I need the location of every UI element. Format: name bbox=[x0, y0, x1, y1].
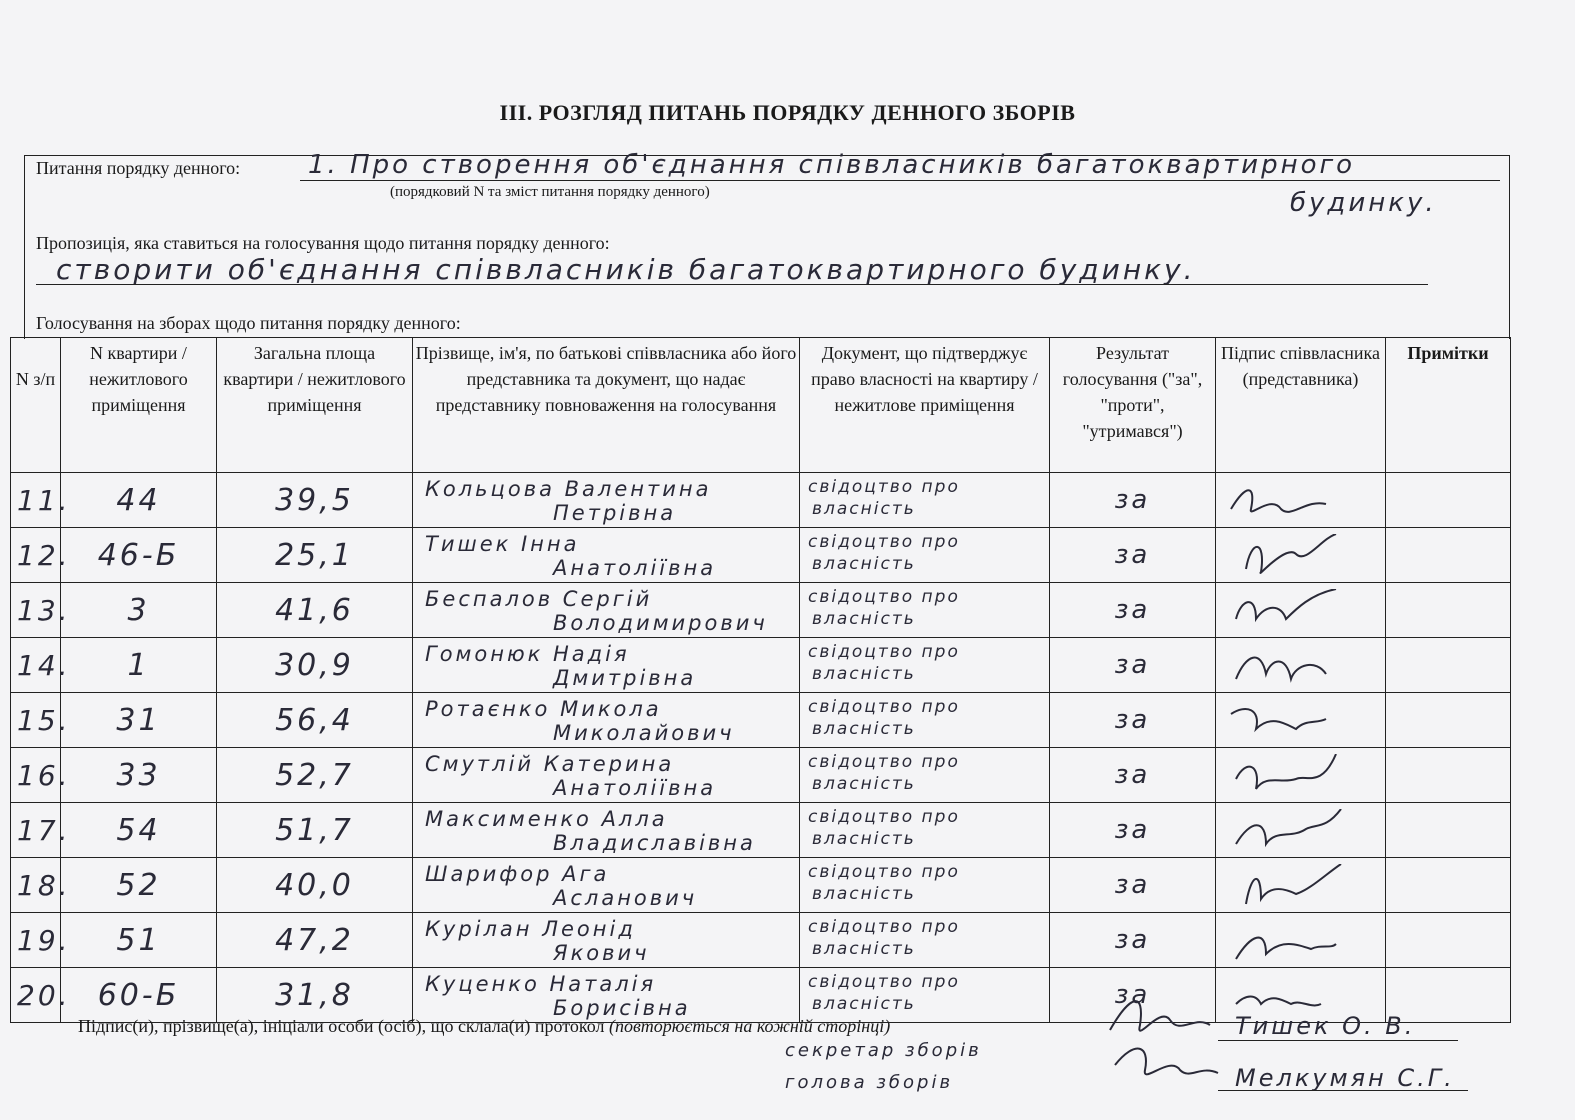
signature-cell bbox=[1216, 858, 1386, 913]
document-line-1: свідоцтво про bbox=[808, 697, 960, 717]
document-line-1: свідоцтво про bbox=[808, 972, 960, 992]
proposal-label: Пропозиція, яка ставиться на голосування щодо питання порядку денного: bbox=[36, 233, 610, 253]
row-number: 13. bbox=[17, 593, 71, 627]
page-title: III. РОЗГЛЯД ПИТАНЬ ПОРЯДКУ ДЕННОГО ЗБОРІВ bbox=[499, 100, 1076, 125]
owner-surname-name: Беспалов Сергій bbox=[425, 587, 653, 611]
owner-patronymic: Дмитрівна bbox=[553, 666, 697, 690]
owner-cell bbox=[413, 858, 800, 913]
secretary-name: Тишек О. В. bbox=[1235, 1012, 1416, 1040]
apartment-area: 51,7 bbox=[275, 812, 354, 848]
row-number-cell bbox=[11, 473, 71, 528]
owner-cell bbox=[413, 748, 800, 803]
col-header-area: Загальна площа квартири / нежитлового приміщення bbox=[217, 338, 413, 473]
apartment-cell bbox=[61, 968, 217, 1023]
vote-result: за bbox=[1114, 540, 1151, 570]
owner-cell bbox=[413, 968, 800, 1023]
col-header-vote-result: Результат голосування ("за", "проти", "утримався") bbox=[1050, 338, 1216, 473]
row-number: 20. bbox=[17, 978, 71, 1012]
vote-result: за bbox=[1114, 980, 1151, 1010]
col-header-notes: Примітки bbox=[1386, 338, 1511, 473]
owner-cell bbox=[413, 638, 800, 693]
row-number-cell bbox=[11, 528, 71, 583]
document-line-2: власність bbox=[812, 609, 916, 629]
owner-surname-name: Курілан Леонід bbox=[425, 917, 636, 941]
table-row bbox=[11, 858, 1511, 913]
owner-cell bbox=[413, 803, 800, 858]
document-line-1: свідоцтво про bbox=[808, 917, 960, 937]
footer-label-text: Підпис(и), прізвище(а), ініціали особи (осіб), що склала(и) протокол bbox=[78, 1016, 605, 1036]
apartment-cell bbox=[61, 638, 217, 693]
apartment-cell bbox=[61, 913, 217, 968]
apartment-cell bbox=[61, 583, 217, 638]
row-number-cell bbox=[11, 583, 71, 638]
document-cell bbox=[800, 858, 1050, 913]
apartment-number: 44 bbox=[116, 482, 161, 518]
apartment-number: 3 bbox=[127, 592, 150, 628]
row-number: 18. bbox=[17, 868, 71, 902]
signature-cell bbox=[1216, 913, 1386, 968]
apartment-cell bbox=[61, 748, 217, 803]
vote-result: за bbox=[1114, 815, 1151, 845]
owner-patronymic: Володимирович bbox=[553, 611, 768, 635]
area-cell bbox=[217, 528, 413, 583]
document-line-2: власність bbox=[812, 719, 916, 739]
agenda-hint: (порядковий N та зміст питання порядку денного) bbox=[390, 184, 710, 200]
owner-cell bbox=[413, 583, 800, 638]
apartment-number: 46-Б bbox=[97, 537, 180, 573]
apartment-cell bbox=[61, 528, 217, 583]
signature-cell bbox=[1216, 583, 1386, 638]
document-line-2: власність bbox=[812, 939, 916, 959]
area-cell bbox=[217, 583, 413, 638]
owner-surname-name: Максименко Алла bbox=[425, 807, 668, 831]
vote-cell bbox=[1050, 913, 1216, 968]
vote-cell bbox=[1050, 473, 1216, 528]
row-number: 14. bbox=[17, 648, 71, 682]
area-cell bbox=[217, 913, 413, 968]
document-line-2: власність bbox=[812, 994, 916, 1014]
owner-patronymic: Асланович bbox=[553, 886, 698, 910]
document-cell bbox=[800, 528, 1050, 583]
document-cell bbox=[800, 638, 1050, 693]
owner-cell bbox=[413, 693, 800, 748]
apartment-number: 52 bbox=[116, 867, 161, 903]
owner-surname-name: Смутлій Катерина bbox=[425, 752, 675, 776]
owner-surname-name: Кольцова Валентина bbox=[425, 477, 712, 501]
vote-cell bbox=[1050, 583, 1216, 638]
area-cell bbox=[217, 748, 413, 803]
document-cell bbox=[800, 583, 1050, 638]
footer-label bbox=[78, 1016, 890, 1037]
apartment-number: 33 bbox=[116, 757, 161, 793]
row-number: 11. bbox=[17, 483, 71, 517]
notes-cell bbox=[1386, 913, 1511, 968]
document-cell bbox=[800, 693, 1050, 748]
owner-signature-image bbox=[1226, 644, 1376, 688]
vote-cell bbox=[1050, 858, 1216, 913]
owner-signature-image bbox=[1226, 919, 1376, 963]
signature-cell bbox=[1216, 693, 1386, 748]
agenda-text: 1. Про створення об'єднання співвласників багатоквартирного bbox=[308, 150, 1356, 180]
voting-label: Голосування на зборах щодо питання порядку денного: bbox=[36, 313, 461, 333]
col-header-ownership-document: Документ, що підтверджує право власності на квартиру / нежитлове приміщення bbox=[800, 338, 1050, 473]
notes-cell bbox=[1386, 473, 1511, 528]
chair-role: голова зборів bbox=[785, 1072, 954, 1093]
document-line-2: власність bbox=[812, 884, 916, 904]
document-cell bbox=[800, 913, 1050, 968]
apartment-area: 25,1 bbox=[275, 537, 354, 573]
area-cell bbox=[217, 693, 413, 748]
owner-signature-image bbox=[1226, 479, 1376, 523]
owner-signature-image bbox=[1226, 754, 1376, 798]
apartment-area: 30,9 bbox=[275, 647, 354, 683]
agenda-underline bbox=[300, 180, 1500, 181]
document-line-2: власність bbox=[812, 774, 916, 794]
document-line-1: свідоцтво про bbox=[808, 532, 960, 552]
owner-surname-name: Тишек Інна bbox=[425, 532, 580, 556]
signature-cell bbox=[1216, 638, 1386, 693]
apartment-number: 31 bbox=[116, 702, 161, 738]
document-line-1: свідоцтво про bbox=[808, 587, 960, 607]
apartment-cell bbox=[61, 858, 217, 913]
apartment-area: 40,0 bbox=[275, 867, 354, 903]
chair-signature-line bbox=[1218, 1090, 1468, 1091]
notes-cell bbox=[1386, 858, 1511, 913]
row-number-cell bbox=[11, 803, 71, 858]
document-line-1: свідоцтво про bbox=[808, 752, 960, 772]
apartment-number: 1 bbox=[127, 647, 150, 683]
secretary-role: секретар зборів bbox=[785, 1040, 982, 1061]
col-header-number: N з/п bbox=[11, 338, 61, 473]
chair-name: Мелкумян С.Г. bbox=[1235, 1064, 1455, 1092]
vote-result: за bbox=[1114, 760, 1151, 790]
row-number-cell bbox=[11, 693, 71, 748]
area-cell bbox=[217, 638, 413, 693]
table-row bbox=[11, 528, 1511, 583]
row-number-cell bbox=[11, 858, 71, 913]
document-line-1: свідоцтво про bbox=[808, 807, 960, 827]
owner-surname-name: Ротаєнко Микола bbox=[425, 697, 662, 721]
apartment-area: 56,4 bbox=[275, 702, 354, 738]
owner-patronymic: Петрівна bbox=[553, 501, 677, 525]
owner-patronymic: Борисівна bbox=[553, 996, 691, 1020]
signature-cell bbox=[1216, 748, 1386, 803]
table-row bbox=[11, 748, 1511, 803]
apartment-number: 60-Б bbox=[97, 977, 180, 1013]
row-number: 15. bbox=[17, 703, 71, 737]
vote-cell bbox=[1050, 693, 1216, 748]
area-cell bbox=[217, 473, 413, 528]
agenda-label: Питання порядку денного: bbox=[36, 158, 241, 178]
owner-cell bbox=[413, 528, 800, 583]
apartment-number: 54 bbox=[116, 812, 161, 848]
owner-surname-name: Куценко Наталія bbox=[425, 972, 657, 996]
vote-cell bbox=[1050, 528, 1216, 583]
protocol-signatures-image bbox=[1100, 985, 1220, 1095]
apartment-area: 41,6 bbox=[275, 592, 354, 628]
area-cell bbox=[217, 968, 413, 1023]
row-number: 17. bbox=[17, 813, 71, 847]
table-row bbox=[11, 473, 1511, 528]
apartment-area: 47,2 bbox=[275, 922, 354, 958]
notes-cell bbox=[1386, 748, 1511, 803]
row-number: 12. bbox=[17, 538, 71, 572]
col-header-apartment: N квартири / нежитлового приміщення bbox=[61, 338, 217, 473]
row-number-cell bbox=[11, 748, 71, 803]
vote-cell bbox=[1050, 803, 1216, 858]
vote-result: за bbox=[1114, 650, 1151, 680]
owner-patronymic: Владиславівна bbox=[553, 831, 756, 855]
apartment-area: 52,7 bbox=[275, 757, 354, 793]
apartment-area: 31,8 bbox=[275, 977, 354, 1013]
owner-signature-image bbox=[1226, 534, 1376, 578]
row-number-cell bbox=[11, 638, 71, 693]
apartment-area: 39,5 bbox=[275, 482, 354, 518]
vote-result: за bbox=[1114, 705, 1151, 735]
table-header-row bbox=[11, 338, 1511, 473]
owner-surname-name: Гомонюк Надія bbox=[425, 642, 630, 666]
table-row bbox=[11, 913, 1511, 968]
owner-signature-image bbox=[1226, 809, 1376, 853]
document-line-2: власність bbox=[812, 499, 916, 519]
vote-result: за bbox=[1114, 485, 1151, 515]
document-line-1: свідоцтво про bbox=[808, 862, 960, 882]
signature-cell bbox=[1216, 803, 1386, 858]
signature-cell bbox=[1216, 473, 1386, 528]
proposal-underline bbox=[36, 284, 1428, 285]
vote-result: за bbox=[1114, 870, 1151, 900]
row-number-cell bbox=[11, 913, 71, 968]
proposal-text: створити об'єднання співвласників багатоквартирного будинку. bbox=[56, 253, 1196, 286]
vote-result: за bbox=[1114, 925, 1151, 955]
owner-surname-name: Шарифор Ага bbox=[425, 862, 610, 886]
area-cell bbox=[217, 858, 413, 913]
voting-table bbox=[10, 337, 1511, 1023]
apartment-cell bbox=[61, 693, 217, 748]
signature-cell bbox=[1216, 528, 1386, 583]
vote-cell bbox=[1050, 748, 1216, 803]
document-cell bbox=[800, 748, 1050, 803]
document-line-2: власність bbox=[812, 829, 916, 849]
notes-cell bbox=[1386, 693, 1511, 748]
row-number-cell bbox=[11, 968, 71, 1023]
row-number: 16. bbox=[17, 758, 71, 792]
notes-cell bbox=[1386, 803, 1511, 858]
col-header-signature: Підпис співвласника (представника) bbox=[1216, 338, 1386, 473]
vote-result: за bbox=[1114, 595, 1151, 625]
owner-signature-image bbox=[1226, 864, 1376, 908]
area-cell bbox=[217, 803, 413, 858]
vote-cell bbox=[1050, 638, 1216, 693]
document-line-2: власність bbox=[812, 554, 916, 574]
owner-cell bbox=[413, 473, 800, 528]
owner-signature-image bbox=[1226, 699, 1376, 743]
secretary-signature-line bbox=[1218, 1040, 1458, 1041]
notes-cell bbox=[1386, 528, 1511, 583]
owner-signature-image bbox=[1226, 589, 1376, 633]
apartment-cell bbox=[61, 473, 217, 528]
document-cell bbox=[800, 803, 1050, 858]
table-row bbox=[11, 693, 1511, 748]
document-line-1: свідоцтво про bbox=[808, 477, 960, 497]
document-cell bbox=[800, 473, 1050, 528]
owner-cell bbox=[413, 913, 800, 968]
owner-patronymic: Якович bbox=[553, 941, 650, 965]
col-header-owner: Прізвище, ім'я, по батькові співвласника або його представника та документ, що надає представнику повноваження на голосування bbox=[413, 338, 800, 473]
row-number: 19. bbox=[17, 923, 71, 957]
owner-patronymic: Анатоліївна bbox=[553, 776, 717, 800]
document-line-1: свідоцтво про bbox=[808, 642, 960, 662]
footer-label-note: (повторюється на кожній сторінці) bbox=[609, 1016, 891, 1036]
table-row bbox=[11, 803, 1511, 858]
apartment-number: 51 bbox=[116, 922, 161, 958]
document-line-2: власність bbox=[812, 664, 916, 684]
notes-cell bbox=[1386, 638, 1511, 693]
document-cell bbox=[800, 968, 1050, 1023]
notes-cell bbox=[1386, 583, 1511, 638]
apartment-cell bbox=[61, 803, 217, 858]
agenda-text-continued: будинку. bbox=[1290, 188, 1437, 218]
owner-patronymic: Анатоліївна bbox=[553, 556, 717, 580]
owner-patronymic: Миколайович bbox=[553, 721, 735, 745]
table-row bbox=[11, 638, 1511, 693]
table-row bbox=[11, 583, 1511, 638]
